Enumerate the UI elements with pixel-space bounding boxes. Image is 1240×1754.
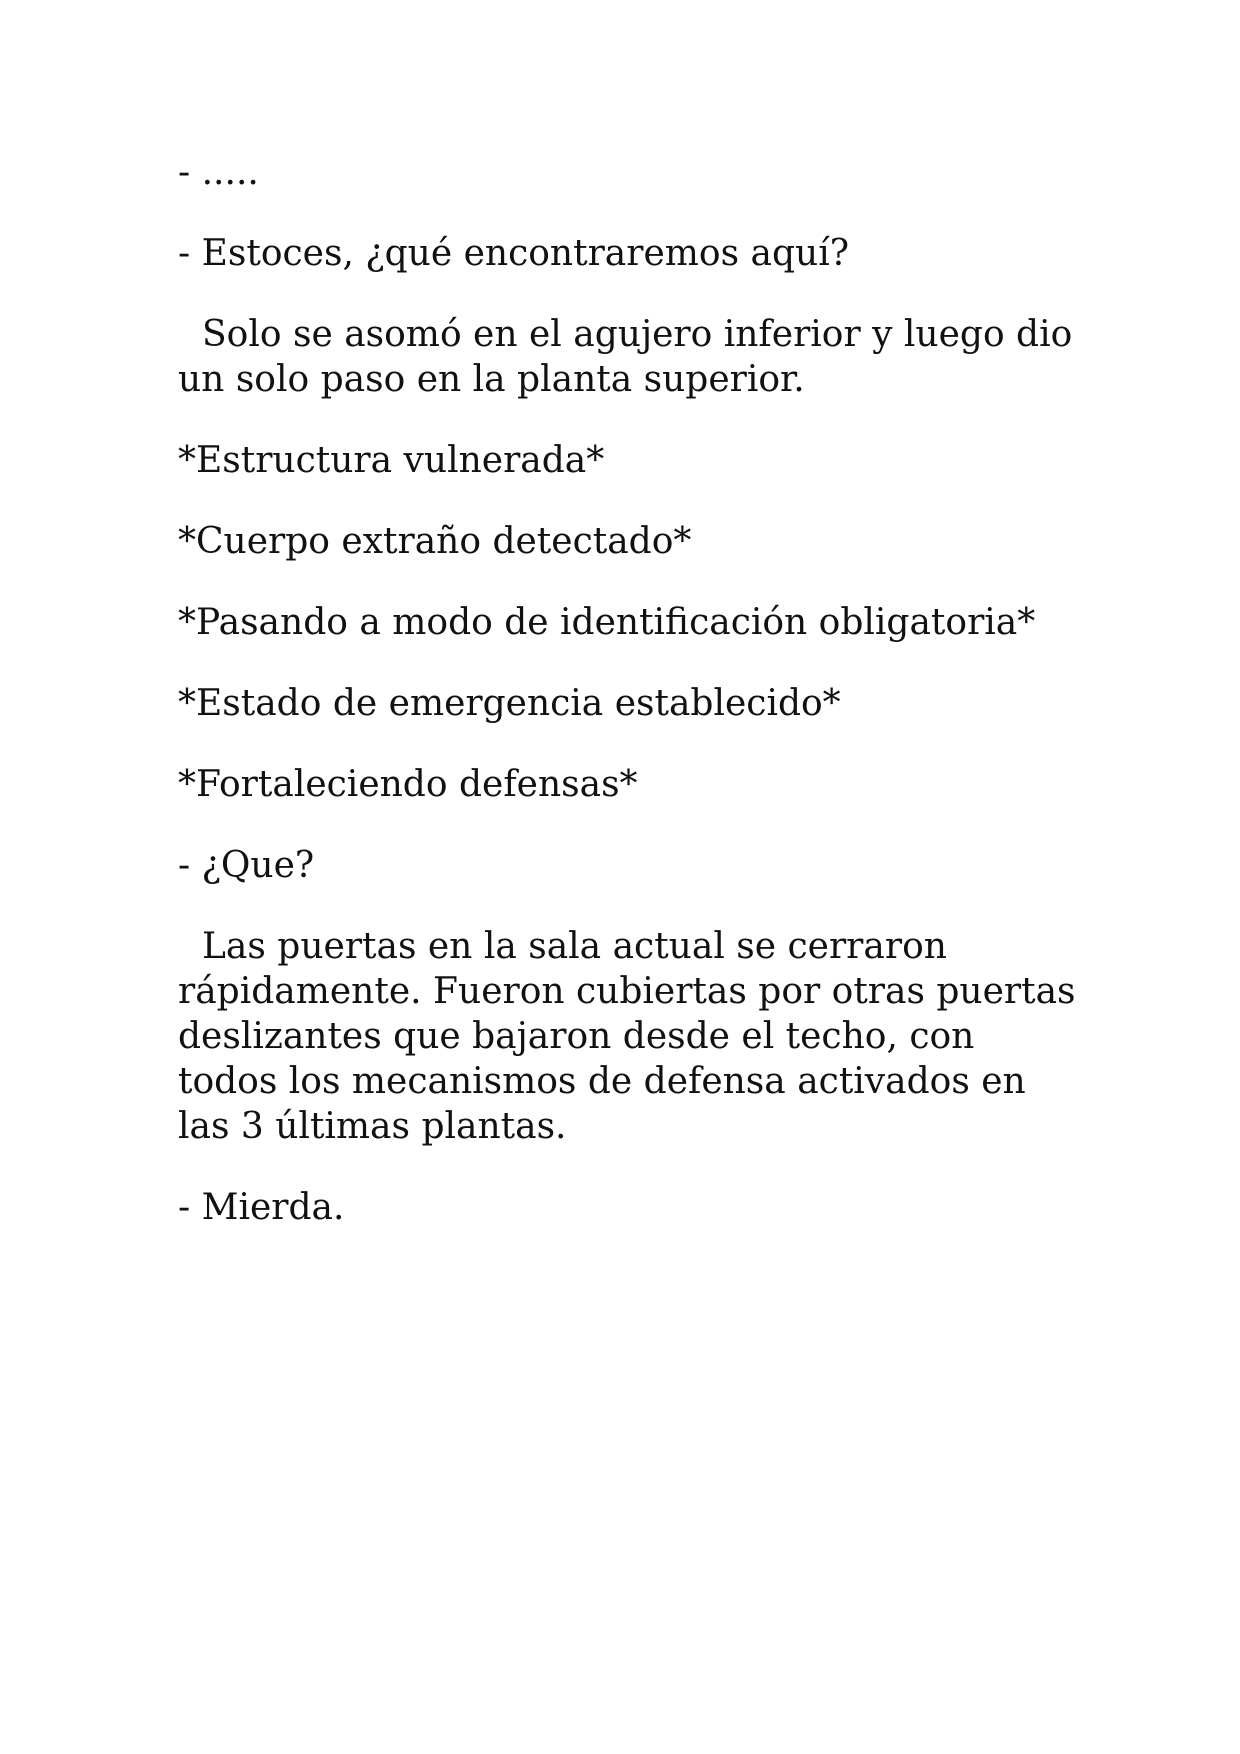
paragraph-narration-step: Solo se asomó en el agujero inferior y luego dio un solo paso en la planta superior. (178, 314, 1073, 400)
paragraph-system-message-4: *Estado de emergencia establecido* (178, 683, 841, 724)
paragraph-dialogue-mierda: - Mierda. (178, 1187, 345, 1228)
paragraph-narration-doors: Las puertas en la sala actual se cerraron rápidamente. Fueron cubiertas por otras puertas deslizantes que bajaron desde el techo, con todos los mecanismos de defensa activados en las 3 últimas plantas. (178, 926, 1076, 1147)
paragraph-dialogue-ellipsis: - ..... (178, 152, 259, 193)
paragraph-system-message-2: *Cuerpo extraño detectado* (178, 521, 692, 562)
paragraph-system-message-3: *Pasando a modo de identificación obligatoria* (178, 602, 1036, 643)
paragraph-dialogue-question: - Estoces, ¿qué encontraremos aquí? (178, 233, 850, 274)
paragraph-system-message-5: *Fortaleciendo defensas* (178, 764, 638, 805)
document-body (178, 150, 1078, 1266)
paragraph-system-message-1: *Estructura vulnerada* (178, 440, 605, 481)
paragraph-dialogue-que: - ¿Que? (178, 845, 315, 886)
